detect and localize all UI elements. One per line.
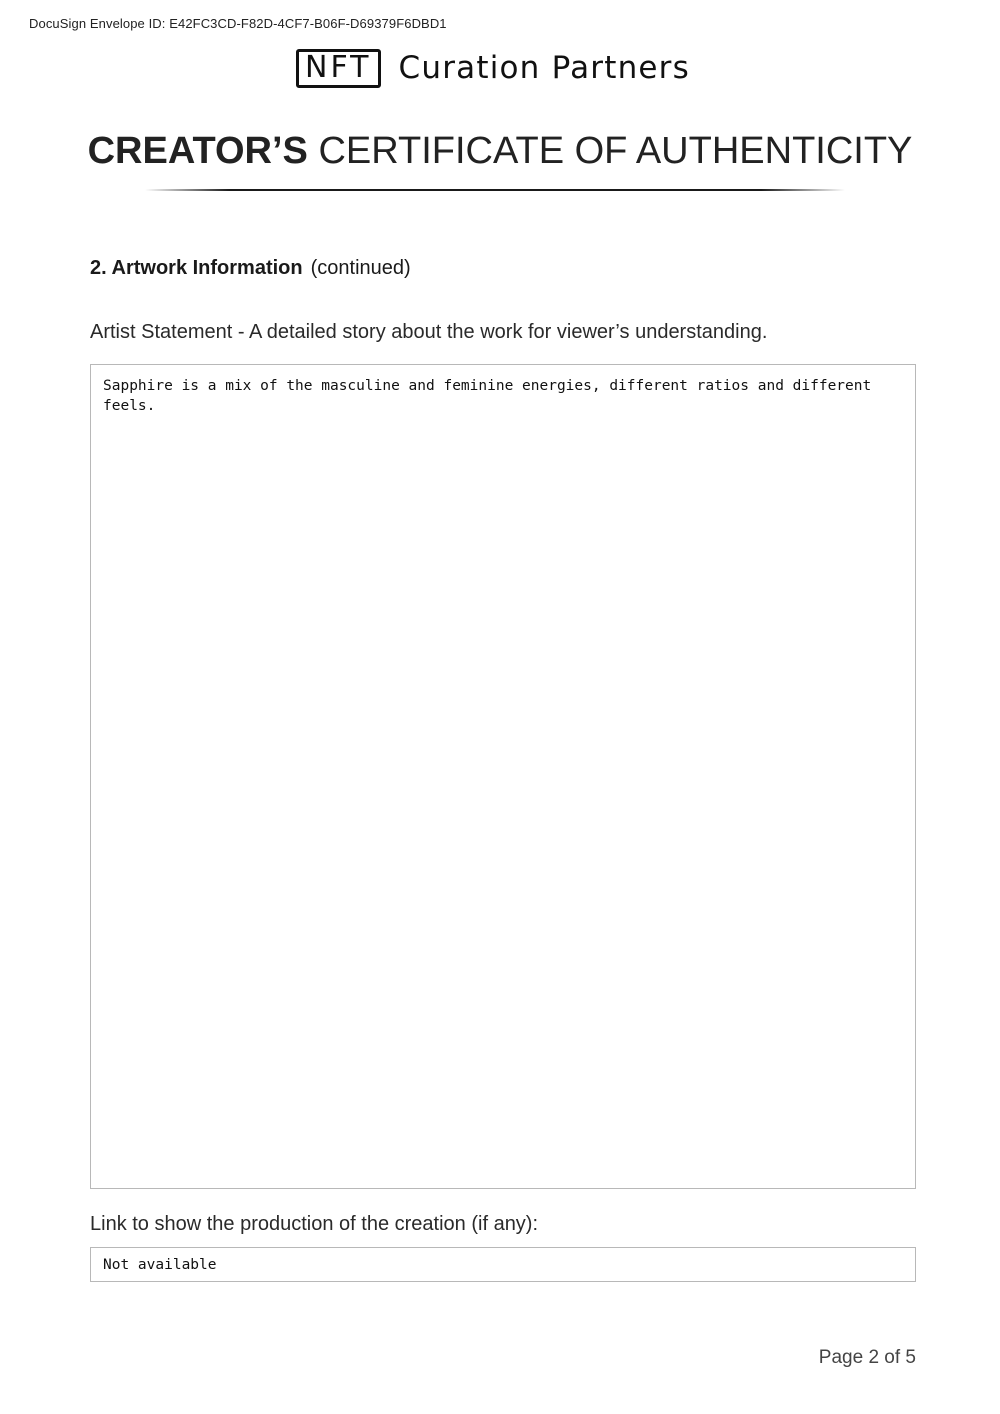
artist-statement-label: Artist Statement - A detailed story about the work for viewer’s understanding. bbox=[90, 321, 768, 343]
certificate-title bbox=[0, 130, 1000, 173]
company-logo bbox=[296, 48, 690, 88]
production-link-field[interactable]: Not available bbox=[90, 1247, 916, 1282]
section-suffix: (continued) bbox=[310, 257, 411, 279]
logo-wordmark: Curation Partners bbox=[398, 49, 690, 86]
title-divider bbox=[145, 189, 845, 191]
docusign-envelope-id: DocuSign Envelope ID: E42FC3CD-F82D-4CF7-B06F-D69379F6DBD1 bbox=[29, 16, 447, 31]
logo-nft-box: NFT bbox=[296, 49, 381, 88]
artist-statement-field[interactable]: Sapphire is a mix of the masculine and feminine energies, different ratios and different feels. bbox=[90, 364, 916, 1189]
section-heading bbox=[90, 257, 411, 280]
title-regular-part: CERTIFICATE OF AUTHENTICITY bbox=[318, 130, 913, 172]
production-link-label: Link to show the production of the creation (if any): bbox=[90, 1213, 539, 1235]
page-number: Page 2 of 5 bbox=[818, 1347, 916, 1368]
section-title: 2. Artwork Information bbox=[90, 257, 303, 279]
title-bold-part: CREATOR’S bbox=[87, 130, 308, 172]
